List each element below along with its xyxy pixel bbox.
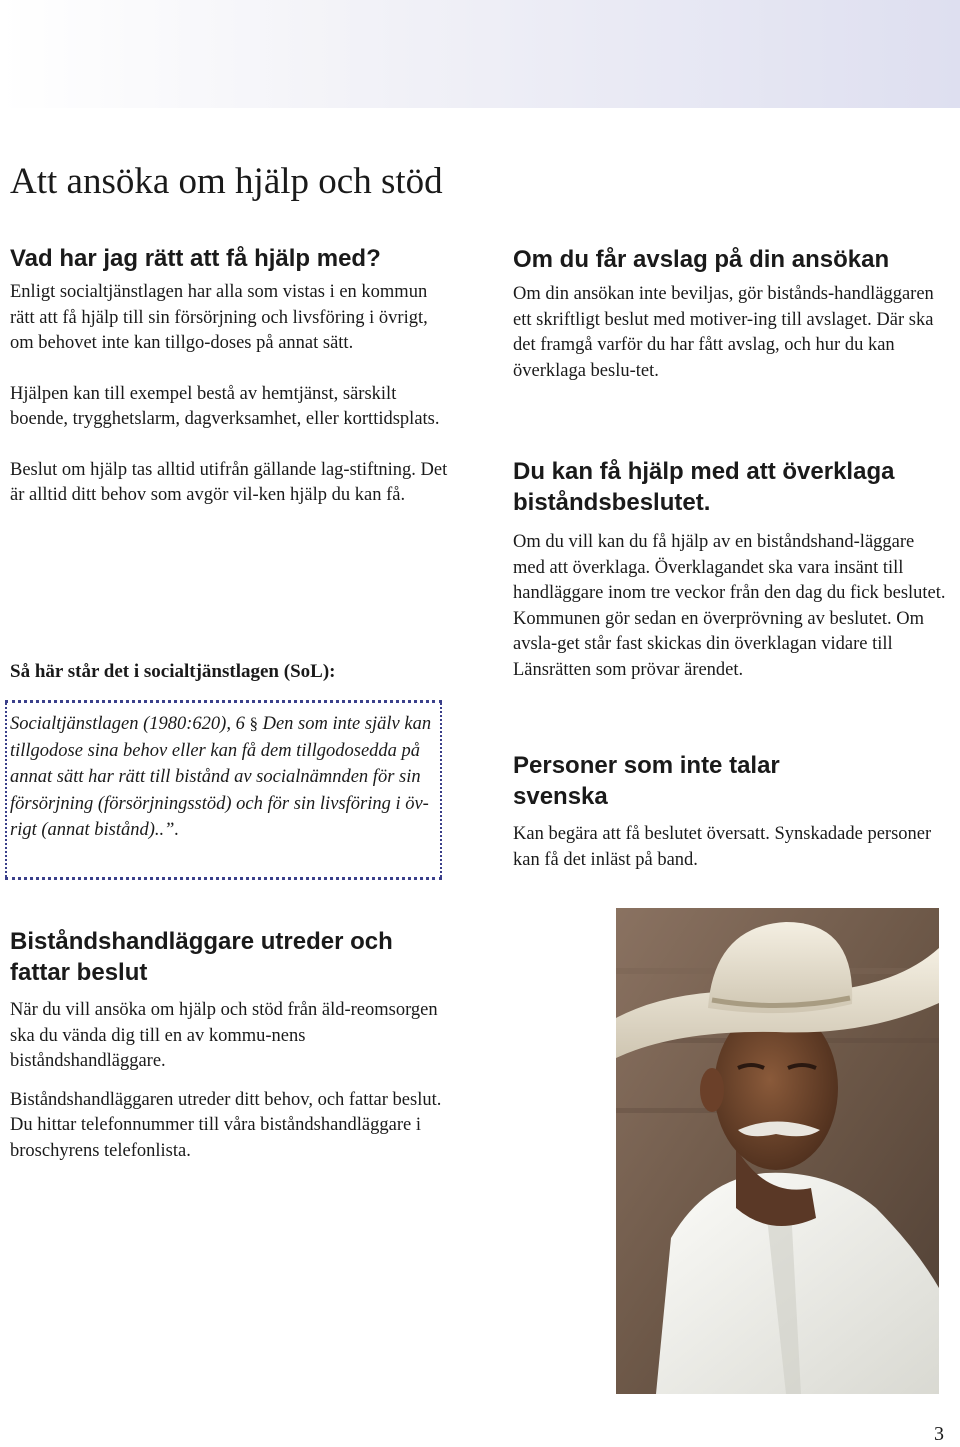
sprak-section — [513, 750, 943, 873]
rights-paragraph-1: Enligt socialtjänstlagen har alla som vistas i en kommun rätt att få hjälp till sin försörjning och livsföring i övrigt, om behovet inte kan tillgo-doses på annat sätt. — [10, 282, 428, 353]
avslag-paragraph: Om din ansökan inte beviljas, gör bistånds-handläggaren ett skriftligt beslut med motiver-ing till avslaget. Där ska det framgå varför du har fått avslag, och hur du kan överklaga beslu-tet. — [513, 284, 934, 381]
sol-quote — [10, 711, 440, 844]
sol-heading: Så här står det i socialtjänstlagen (SoL): — [10, 661, 336, 682]
overklaga-paragraph: Om du vill kan du få hjälp av en biståndshand-läggare med att överklaga. Överklagandet ska vara insänt till handläggare inom tre veckor från den dag du fick beslutet. Kommunen gör sedan en överprövning av beslutet. Om avsla-get står fast skickas din överklagan vidare till Länsrätten som prövar ärendet. — [513, 532, 946, 680]
sol-quote-text: Den som inte själv kan tillgodose sina behov eller kan få dem tillgodosedda på annat sätt har rätt till bistånd av socialnämnden för sin försörjning (försörjningsstöd) och för sin livsföring i öv-rigt (annat bistånd)..”. — [10, 714, 432, 840]
rights-heading: Vad har jag rätt att få hjälp med? — [10, 245, 381, 272]
page-number: 3 — [934, 1423, 944, 1445]
sprak-paragraph: Kan begära att få beslutet översatt. Synskadade personer kan få det inläst på band. — [513, 824, 932, 870]
portrait-photo-icon — [616, 908, 939, 1394]
overklaga-section — [513, 456, 948, 683]
handlaggare-paragraph-2: Biståndshandläggaren utreder ditt behov, och fattar beslut. Du hittar telefonnummer till våra biståndshandläggare i broschyrens telefonlista. — [10, 1089, 442, 1161]
sprak-heading: Personer som inte talar svenska — [513, 752, 780, 810]
rights-section — [10, 244, 450, 509]
rights-paragraph-3: Beslut om hjälp tas alltid utifrån gällande lag-stiftning. Det är alltid ditt behov som avgör vil-ken hjälp du kan få. — [10, 459, 448, 505]
handlaggare-section — [10, 926, 450, 1164]
page-title: Att ansöka om hjälp och stöd — [10, 161, 443, 202]
section-sign-icon: § — [249, 714, 258, 733]
header-gradient-band — [0, 0, 960, 108]
avslag-section — [513, 244, 943, 384]
handlaggare-heading: Biståndshandläggare utreder och fattar beslut — [10, 928, 393, 986]
avslag-heading: Om du får avslag på din ansökan — [513, 246, 890, 273]
rights-paragraph-2: Hjälpen kan till exempel bestå av hemtjänst, särskilt boende, trygghetslarm, dagverksamhet, eller korttidsplats. — [10, 383, 440, 429]
handlaggare-paragraph-1: När du vill ansöka om hjälp och stöd från äld-reomsorgen ska du vända dig till en av kommu-nens biståndshandläggare. — [10, 1000, 438, 1071]
portrait-photo — [616, 908, 939, 1394]
overklaga-heading: Du kan få hjälp med att överklaga biståndsbeslutet. — [513, 458, 895, 516]
sol-quote-prefix: Socialtjänstlagen (1980:620), 6 — [10, 714, 250, 734]
